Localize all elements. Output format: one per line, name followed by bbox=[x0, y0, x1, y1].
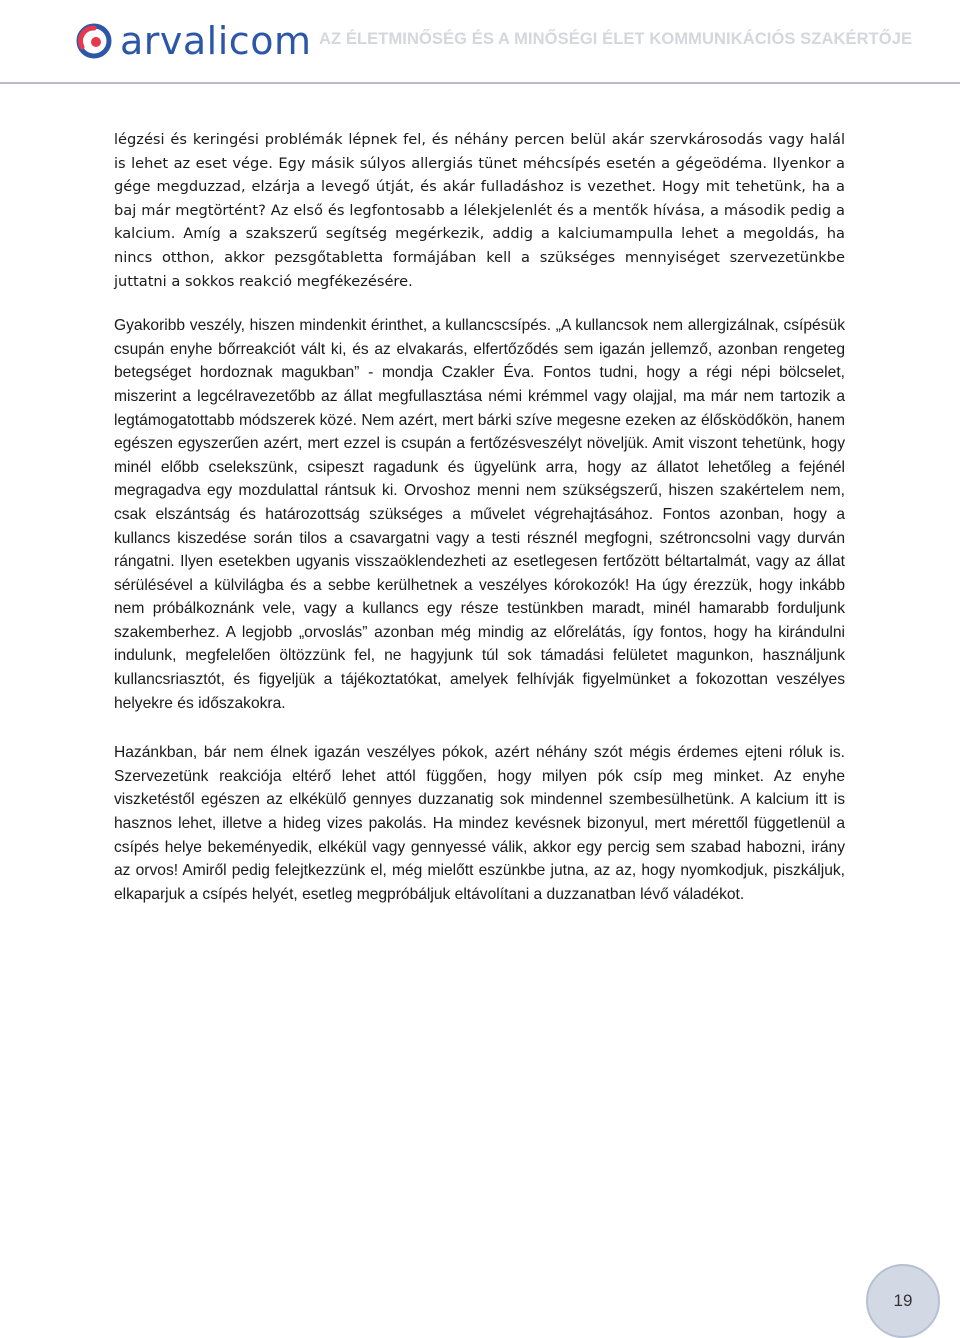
paragraph: légzési és keringési problémák lépnek fel, és néhány percen belül akár szervkárosodás vagy halál is lehet az eset vége. Egy másik súlyos allergiás tünet méhcsípés esetén a gégeödéma. Ilyenkor a gége megduzzad, elzárja a levegő útját, és akár fulladáshoz is vezethet. Hogy mit tehetünk, ha a baj már megtörtént? Az első és legfontosabb a lélekjelenlét és a mentők hívása, a második pedig a kalcium. Amíg a szakszerű segítség megérkezik, addig a kalciumampulla lehet a megoldás, ha nincs otthon, akkor pezsgőtabletta formájában kell a szükséges mennyiséget szervezetünkbe juttatni a sokkos reakció megfékezésére. bbox=[114, 131, 845, 290]
logo-text: arvalicom bbox=[120, 19, 312, 63]
paragraph: Gyakoribb veszély, hiszen mindenkit érinthet, a kullancscsípés. „A kullancsok nem allergizálnak, csípésük csupán enyhe bőrreakciót vált ki, és az elvakarás, elfertőződés sem igazán jellemző, azonban rengeteg betegséget hordoznak magukban” - mondja Czakler Éva. Fontos tudni, hogy a régi népi bölcselet, miszerint a legcélravezetőbb az állat megfullasztása némi krémmel vagy olajjal, ma már nem tartozik a legtámogatottabb módszerek közé. Nem azért, mert bárki szíve megesne ezeken az élősködőkön, hanem egészen egyszerűen azért, mert ezzel is csupán a fertőzésveszélyt növeljük. Amit viszont tehetünk, hogy minél előbb cselekszünk, csipeszt ragadunk és ügyelünk arra, hogy az állatot lehetőleg a fejénél megragadva egy mozdulattal rántsuk ki. Orvoshoz menni nem szükségszerű, hiszen szakértelem nem, csak elszántság és határozottság szükséges a művelet végrehajtásához. Fontos azonban, hogy a kullancs kiszedése során tilos a csavargatni vagy a testi résznél megfogni, szétroncsolni vagy durván rángatni. Ilyen esetekben ugyanis visszaöklendezheti az esetlegesen fertőzött béltartalmát, vagy az állat sérülésével a külvilágba és a sebbe kerülhetnek a veszélyes kórokozók! Ha úgy érezzük, hogy inkább nem próbálkoznánk vele, vagy a kullancs egy része testünkben maradt, minél hamarabb forduljunk szakemberhez. A legjobb „orvoslás” azonban még mindig az előrelátás, így fontos, hogy ha kirándulni indulunk, megfelelően öltözzünk fel, ne hagyjunk túl sok támadási felületet magunkon, használjunk kullancsriasztót, és figyeljük a tájékoztatókat, amelyek felhívják figyelmünket a fokozottan veszélyes helyekre és időszakokra. bbox=[114, 317, 845, 712]
header-tagline: AZ ÉLETMINŐSÉG ÉS A MINŐSÉGI ÉLET KOMMUNIKÁCIÓS SZAKÉRTŐJE bbox=[319, 30, 913, 48]
article-body bbox=[114, 128, 845, 906]
page-header bbox=[0, 0, 960, 84]
paragraph: Hazánkban, bár nem élnek igazán veszélyes pókok, azért néhány szót mégis érdemes ejteni róluk is. Szervezetünk reakciója eltérő lehet attól függően, hogy milyen pók csíp meg minket. Az enyhe viszketéstől egészen az elkékülő gennyes duzzanatig sok mindennel szembesülhetünk. A kalcium itt is hasznos lehet, illetve a hideg vizes pakolás. Ha mindez kevésnek bizonyul, mert mérettől függetlenül a csípés helye bekeményedik, elkékül vagy gennyessé válik, akkor egy percig sem szabad habozni, irány az orvos! Amiről pedig felejtkezzünk el, még mielőtt eszünkbe jutna, az az, hogy nyomkodjuk, piszkáljuk, elkaparjuk a csípés helyét, esetleg megpróbáljuk eltávolítani a duzzanatban lévő váladékot. bbox=[114, 744, 845, 903]
logo bbox=[76, 16, 311, 66]
arvalicom-logo-icon bbox=[76, 23, 112, 59]
header-divider bbox=[0, 82, 960, 84]
page-number: 19 bbox=[866, 1264, 940, 1338]
